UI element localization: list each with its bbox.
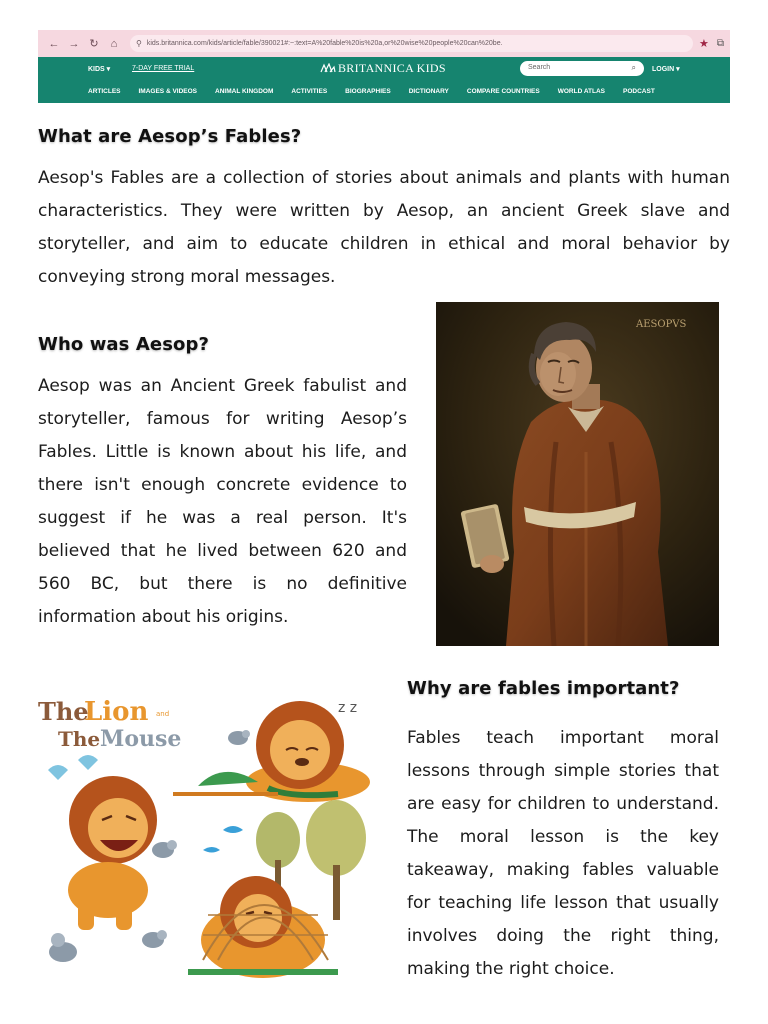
portrait-inscription: AESOPVS — [636, 319, 687, 330]
url-text: kids.britannica.com/kids/article/fable/390021#:~:text=A%20fable%20is%20a,or%20wise%20people%20can%20be. — [146, 40, 503, 47]
illus-title-the2: The — [58, 727, 101, 751]
login-menu[interactable]: LOGIN ▾ — [652, 65, 680, 73]
search-icon[interactable]: ⌕ — [631, 63, 636, 72]
fables-paragraph: Aesop's Fables are a collection of stories about animals and plants with human characteristics. They were written by Aesop, an ancient Greek slave and storyteller, and aim to educate children in ethical and moral behavior by conveying strong moral messages. — [38, 168, 730, 287]
nav-activities[interactable]: ACTIVITIES — [291, 88, 328, 95]
illus-title-lion: Lion — [84, 697, 149, 727]
nav-biographies[interactable]: BIOGRAPHIES — [345, 88, 391, 95]
importance-paragraph: Fables teach important moral lessons through simple stories that are easy for children to understand. The moral lesson is the key takeaway, making fables valuable for teaching life lesson that usually involves doing the right thing, making the right choice. — [407, 728, 719, 979]
nav-dictionary[interactable]: DICTIONARY — [408, 88, 449, 95]
brand-text: BRITANNICA KIDS — [338, 61, 446, 75]
nav-articles[interactable]: ARTICLES — [88, 88, 121, 95]
aesop-painting-image — [436, 302, 719, 646]
back-arrow-icon[interactable]: ← — [48, 37, 60, 50]
nav-animal-kingdom[interactable]: ANIMAL KINGDOM — [215, 88, 274, 95]
aesop-heading: Who was Aesop? — [38, 334, 210, 355]
illus-title-and: and — [156, 710, 170, 718]
nav-podcast[interactable]: PODCAST — [623, 88, 655, 95]
aesop-portrait — [436, 302, 719, 646]
aesop-paragraph: Aesop was an Ancient Greek fabulist and storyteller, famous for writing Aesop’s Fables. Little is known about his life, and there isn't enough concrete evidence to suggest if he was a real person. It's believed that he lived between 620 and 560 BC, but there is no definitive information about his origins. — [38, 376, 407, 627]
illus-title-the: The — [38, 697, 89, 726]
kids-menu[interactable]: KIDS ▾ — [88, 65, 111, 73]
fables-heading: What are Aesop’s Fables? — [38, 126, 302, 147]
site-info-icon[interactable]: ⚲ — [136, 39, 142, 48]
reload-icon[interactable]: ↻ — [89, 38, 99, 50]
bookmark-star-icon[interactable]: ★ — [698, 38, 709, 50]
site-search-input[interactable] — [520, 61, 644, 76]
nav-world-atlas[interactable]: WORLD ATLAS — [557, 88, 606, 95]
illus-title-mouse: Mouse — [100, 726, 182, 752]
extensions-icon[interactable]: ⧉ — [716, 38, 724, 49]
site-header — [38, 57, 730, 80]
britannica-logo-icon — [320, 63, 336, 73]
lion-mouse-artwork — [38, 690, 382, 996]
home-icon[interactable]: ⌂ — [110, 37, 118, 50]
url-field[interactable] — [130, 35, 693, 52]
browser-address-bar — [38, 30, 730, 57]
nav-compare-countries[interactable]: COMPARE COUNTRIES — [466, 88, 540, 95]
nav-images-videos[interactable]: IMAGES & VIDEOS — [138, 88, 198, 95]
sleep-z-mark: z z — [338, 700, 358, 716]
britannica-kids-logo[interactable] — [320, 61, 446, 76]
search-placeholder: Search — [528, 64, 551, 71]
free-trial-link[interactable]: 7-DAY FREE TRIAL — [132, 65, 195, 72]
britannica-screenshot — [38, 30, 730, 103]
lion-and-mouse-illustration — [38, 690, 382, 996]
forward-arrow-icon[interactable]: → — [68, 37, 80, 50]
importance-heading: Why are fables important? — [407, 678, 680, 699]
site-nav — [38, 80, 730, 103]
